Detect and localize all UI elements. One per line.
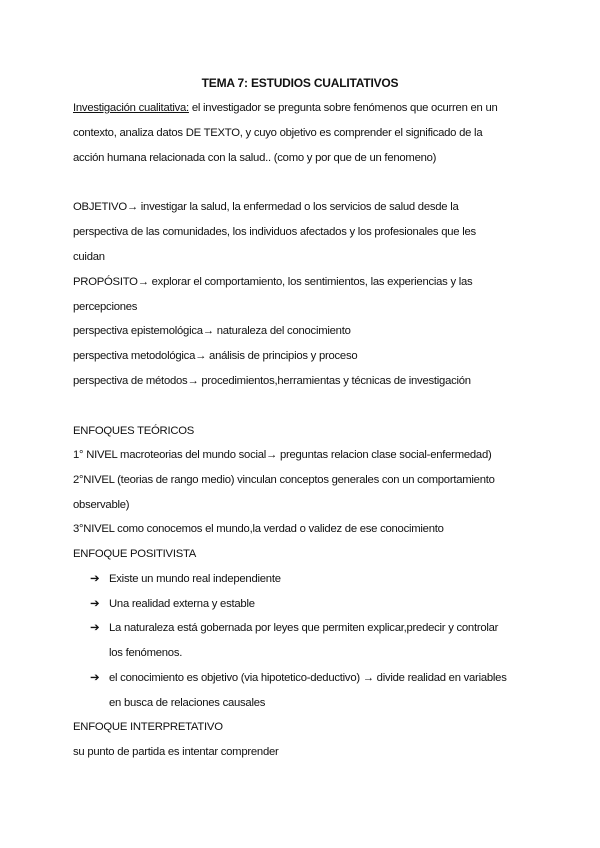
objetivo-line-2: perspectiva de las comunidades, los individuos afectados y los profesionales que les — [73, 226, 476, 238]
nivel-3: 3°NIVEL como conocemos el mundo,la verdad o validez de ese conocimiento — [73, 523, 444, 535]
positivista-bullet-1: Existe un mundo real independiente — [109, 573, 281, 585]
nivel-2-line-1: 2°NIVEL (teorias de rango medio) vinculan conceptos generales con un comportamiento — [73, 474, 495, 486]
enfoque-interpretativo-heading: ENFOQUE INTERPRETATIVO — [73, 721, 223, 733]
enfoque-positivista-heading: ENFOQUE POSITIVISTA — [73, 548, 197, 560]
enfoques-teoricos-heading: ENFOQUES TEÓRICOS — [73, 425, 195, 437]
perspectiva-epistemologica: perspectiva epistemológica→ naturaleza del conocimiento — [73, 325, 351, 337]
arrow-icon: ➔ — [90, 622, 100, 634]
objetivo-line-3: cuidan — [73, 251, 105, 263]
arrow-icon: ➔ — [90, 598, 100, 610]
positivista-bullet-3-line-1: La naturaleza está gobernada por leyes que permiten explicar,predecir y controlar — [109, 622, 499, 634]
positivista-bullet-3-line-2: los fenómenos. — [109, 647, 183, 659]
positivista-bullet-4-line-2: en busca de relaciones causales — [109, 697, 266, 709]
nivel-1: 1° NIVEL macroteorias del mundo social→ preguntas relacion clase social-enfermedad) — [73, 449, 492, 461]
interpretativo-line-1: su punto de partida es intentar comprender — [73, 746, 279, 758]
proposito-line-1: PROPÓSITO→ explorar el comportamiento, los sentimientos, las experiencias y las — [73, 276, 473, 288]
objetivo-line-1: OBJETIVO→ investigar la salud, la enfermedad o los servicios de salud desde la — [73, 201, 459, 213]
proposito-line-2: percepciones — [73, 301, 138, 313]
perspectiva-metodologica: perspectiva metodológica→ análisis de principios y proceso — [73, 350, 358, 362]
intro-line-2: contexto, analiza datos DE TEXTO, y cuyo objetivo es comprender el significado de la — [73, 127, 483, 139]
arrow-icon: ➔ — [90, 672, 100, 684]
intro-line-1 — [73, 101, 498, 115]
nivel-2-line-2: observable) — [73, 499, 130, 511]
positivista-bullet-2: Una realidad externa y estable — [109, 598, 255, 610]
intro-line-3: acción humana relacionada con la salud.. (como y por que de un fenomeno) — [73, 152, 437, 164]
page-title: TEMA 7: ESTUDIOS CUALITATIVOS — [201, 76, 399, 90]
positivista-bullet-4-line-1: el conocimiento es objetivo (via hipotetico-deductivo) → divide realidad en variables — [109, 672, 507, 684]
intro-term: Investigación cualitativa: — [73, 102, 189, 114]
perspectiva-metodos: perspectiva de métodos→ procedimientos,herramientas y técnicas de investigación — [73, 375, 471, 387]
arrow-icon: ➔ — [90, 573, 100, 585]
intro-text-1: el investigador se pregunta sobre fenómenos que ocurren en un — [188, 102, 498, 114]
